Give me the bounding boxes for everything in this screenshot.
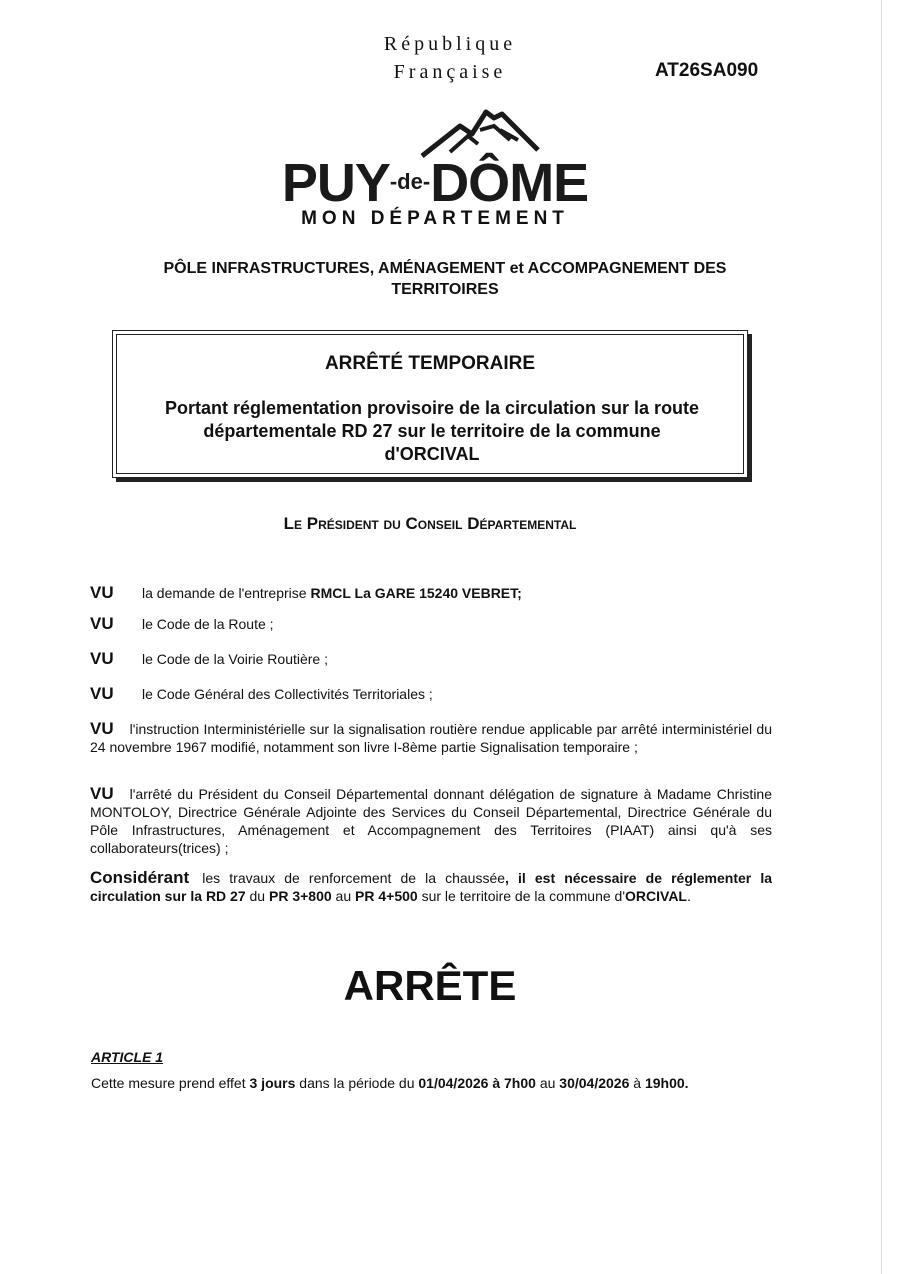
vu-2-text: le Code de la Route ; xyxy=(142,616,274,632)
vu-5-text: l'instruction Interministérielle sur la signalisation routière rendue applicable par arrêté interministériel du 24 novembre 1967 modifié, notamment son livre I-8ème partie Signalisation temporaire ; xyxy=(90,721,772,755)
considerant-text-5: sur le territoire de la commune d' xyxy=(417,888,626,904)
considerant-pr-end: PR 4+500 xyxy=(355,888,418,904)
vu-label: VU xyxy=(90,719,114,738)
article-1-text-1: Cette mesure prend effet xyxy=(91,1075,250,1091)
pole-line-1: PÔLE INFRASTRUCTURES, AMÉNAGEMENT et ACCOMPAGNEMENT DES xyxy=(163,260,727,277)
article-1-end-time: 19h00. xyxy=(644,1075,689,1091)
article-1-text-3: au xyxy=(535,1075,560,1091)
republique-francaise xyxy=(330,30,570,86)
logo-subtitle: MON DÉPARTEMENT xyxy=(301,208,569,229)
box-description-line-2: départementale RD 27 sur le territoire de la commune xyxy=(203,421,661,441)
article-1-label: ARTICLE 1 xyxy=(91,1049,164,1065)
vu-label: VU xyxy=(90,614,114,633)
article-1-duration: 3 jours xyxy=(249,1075,296,1091)
box-description xyxy=(137,397,727,466)
article-1-text xyxy=(91,1075,689,1091)
pole-line-2: TERRITOIRES xyxy=(391,281,499,298)
pole-title xyxy=(90,258,800,300)
considerant-text-4: au xyxy=(331,888,356,904)
article-1-start: 01/04/2026 à 7h00 xyxy=(418,1075,536,1091)
vu-item-1 xyxy=(90,584,772,602)
arrete-title: ARRÊTE xyxy=(343,962,517,1009)
article-1-end: 30/04/2026 xyxy=(559,1075,630,1091)
president-heading: Le Président du Conseil Départemental xyxy=(283,514,577,533)
considerant-commune: ORCIVAL xyxy=(625,888,687,904)
considerant-paragraph xyxy=(90,869,772,905)
vu-1-company: RMCL La GARE 15240 VEBRET; xyxy=(310,585,522,601)
considerant-text-1: les travaux de renforcement de la chaussée xyxy=(202,870,506,886)
considerant-text-2: , il est nécessaire de réglementer la circulation sur la xyxy=(90,870,772,904)
vu-item-5 xyxy=(90,720,772,756)
logo-word-de: -de- xyxy=(389,169,431,194)
article-1-text-4: à xyxy=(629,1075,645,1091)
considerant-pr-start: PR 3+800 xyxy=(268,888,332,904)
considerant-road: RD 27 xyxy=(205,888,246,904)
vu-label: VU xyxy=(90,784,114,803)
considerant-label: Considérant xyxy=(90,868,190,887)
box-description-line-1: Portant réglementation provisoire de la circulation sur la route xyxy=(164,398,700,418)
vu-4-text: le Code Général des Collectivités Territoriales ; xyxy=(142,686,433,702)
logo-wordmark xyxy=(270,152,600,213)
vu-item-6 xyxy=(90,785,772,857)
vu-1-text: la demande de l'entreprise xyxy=(142,585,311,601)
considerant-text-3: du xyxy=(245,888,269,904)
vu-item-4 xyxy=(90,685,772,703)
logo-word-puy: PUY xyxy=(281,153,390,213)
republique-line-1: République xyxy=(383,33,517,55)
vu-item-2 xyxy=(90,615,772,633)
logo-word-dome: DÔME xyxy=(430,153,589,213)
vu-3-text: le Code de la Voirie Routière ; xyxy=(142,651,328,667)
vu-item-3 xyxy=(90,650,772,668)
vu-label: VU xyxy=(90,649,114,668)
considerant-text-6: . xyxy=(686,888,691,904)
box-description-line-3: d'ORCIVAL xyxy=(384,444,480,464)
box-title: ARRÊTÉ TEMPORAIRE xyxy=(324,353,536,374)
document-reference: AT26SA090 xyxy=(655,60,759,81)
box-inner-frame xyxy=(116,334,744,474)
vu-6-text: l'arrêté du Président du Conseil Départemental donnant délégation de signature à Madame Christine MONTOLOY, Directrice Générale Adjointe des Services du Conseil Départemental, Directrice Générale du Pôle Infrastructures, Aménagement et Accompagnement des Territoires (PIAAT) ainsi qu'à ses collaborateurs(trices) ; xyxy=(90,786,772,856)
republique-line-2: Française xyxy=(393,61,507,83)
vu-label: VU xyxy=(90,684,114,703)
arrete-header-box xyxy=(112,330,748,478)
page-edge-line xyxy=(881,0,882,1274)
vu-label: VU xyxy=(90,583,114,602)
puy-de-dome-logo xyxy=(270,100,600,235)
article-1-text-2: dans la période du xyxy=(295,1075,419,1091)
